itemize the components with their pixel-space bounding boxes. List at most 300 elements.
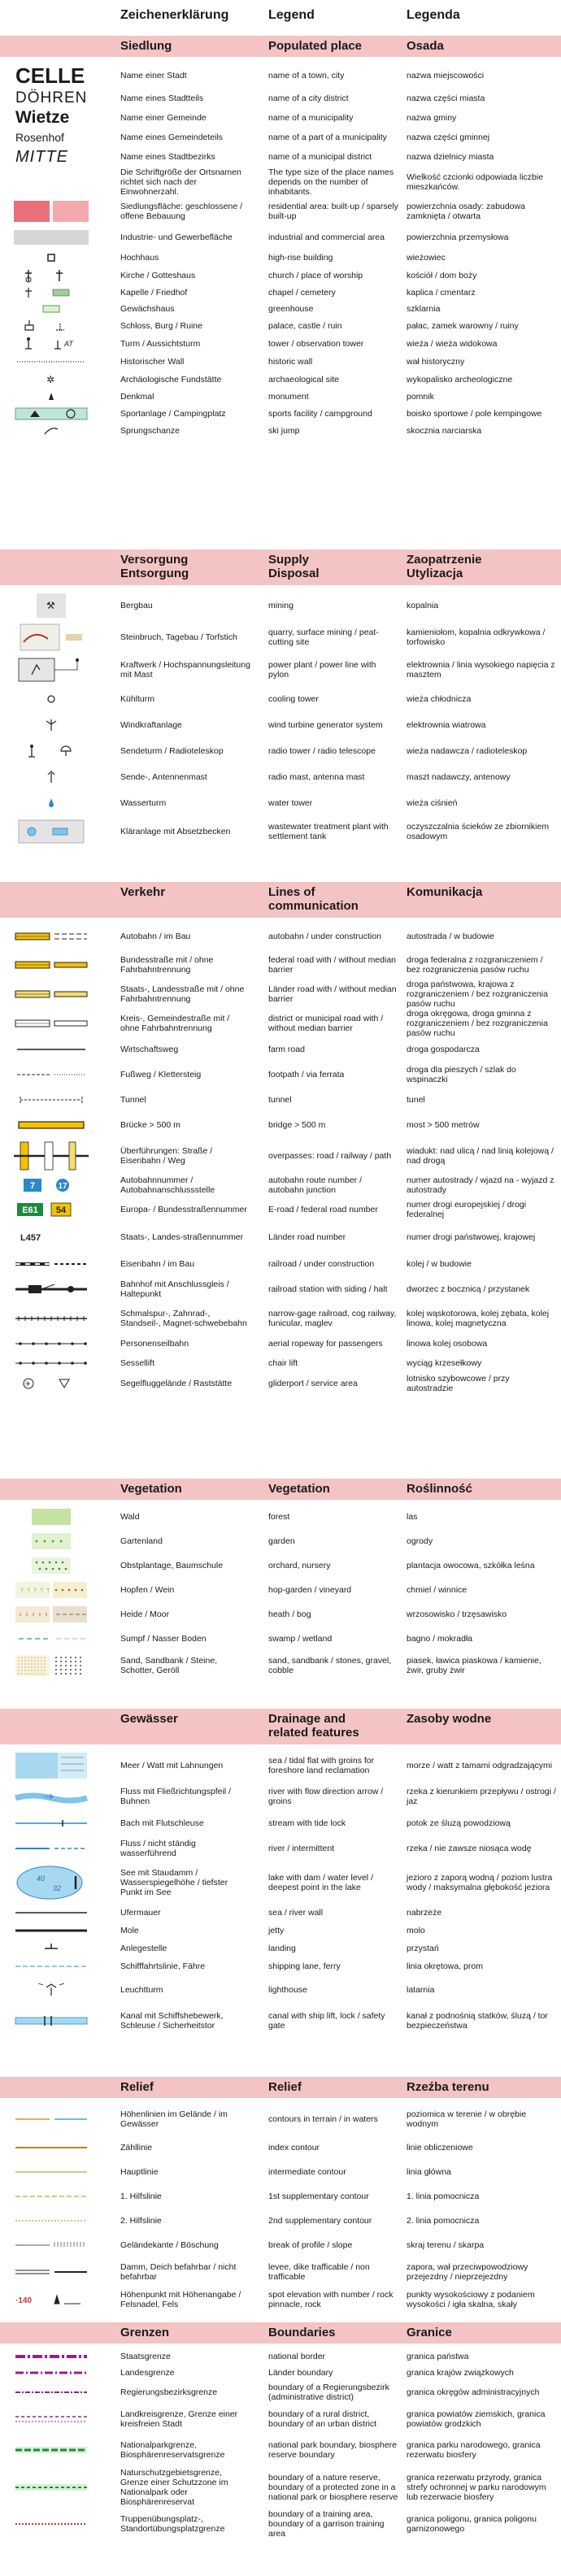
legend-text-pl: elektrownia / linia wysokiego napięcia z masztem bbox=[407, 660, 555, 680]
svg-text:40: 40 bbox=[37, 1874, 46, 1883]
stream-line bbox=[11, 1811, 91, 1835]
legend-row bbox=[0, 249, 561, 267]
legend-text-de: Die Schriftgröße der Ortsnamen richtet sich nach der Einwohnerzahl. bbox=[120, 167, 241, 197]
section-header-siedlung bbox=[0, 36, 561, 57]
legend-row bbox=[0, 1222, 561, 1253]
legend-text-en: boundary of a rural district, boundary of an urban district bbox=[268, 2409, 377, 2429]
legend-text-de: Schifffahrtslinie, Fähre bbox=[120, 1961, 206, 1971]
legend-text-en: industrial and commercial area bbox=[268, 232, 385, 242]
legend-row bbox=[0, 1749, 561, 1782]
legend-text-pl: nazwa części miasta bbox=[407, 93, 485, 103]
legend-text-de: Industrie- und Gewerbefläche bbox=[120, 232, 233, 242]
legend-text-en: break of profile / slope bbox=[268, 2240, 353, 2250]
legend-text-pl: wieża ciśnień bbox=[407, 798, 458, 808]
header-en: Legend bbox=[268, 8, 315, 22]
legend-text-de: Europa- / Bundesstraßennummer bbox=[120, 1205, 247, 1214]
legend-text-en: national park boundary, biosphere reserve boundary bbox=[268, 2440, 397, 2460]
svg-text:✲: ✲ bbox=[46, 374, 55, 385]
legend-row bbox=[0, 1253, 561, 1275]
legend-text-en: name of a town, city bbox=[268, 71, 345, 80]
legend-text-de: Eisenbahn / im Bau bbox=[120, 1259, 195, 1269]
section-title-pl: Zasoby wodne bbox=[407, 1712, 492, 1726]
legend-row bbox=[0, 1197, 561, 1222]
sports-camping-icon bbox=[11, 405, 91, 423]
landing-icon bbox=[11, 1940, 91, 1957]
sea-tidal-flat-swatch bbox=[11, 1749, 91, 1782]
legend-text-en: The type size of the place names depends on the number of inhabitants. bbox=[268, 167, 394, 197]
legend-text-de: Name eines Stadtteils bbox=[120, 93, 204, 103]
railway-station-icon bbox=[11, 1275, 91, 1303]
legend-text-de: Leuchtturm bbox=[120, 1985, 163, 1995]
legend-text-pl: droga dla pieszych / szlak do wspinaczki bbox=[407, 1065, 516, 1084]
svg-text:7: 7 bbox=[29, 1181, 36, 1191]
legend-text-de: Höhenlinien im Gelände / im Gewässer bbox=[120, 2109, 228, 2129]
legend-row bbox=[0, 2209, 561, 2233]
legend-text-de: Staatsgrenze bbox=[120, 2352, 171, 2361]
legend-row bbox=[0, 686, 561, 712]
legend-text-de: See mit Staudamm / Wasserspiegelhöhe / tiefster Punkt im See bbox=[120, 1868, 228, 1897]
legend-text-de: Damm, Deich befahrbar / nicht befahrbar bbox=[120, 2262, 237, 2282]
legend-text-pl: granica poligonu, granica poligonu garnizonowego bbox=[407, 2514, 537, 2534]
legend-row bbox=[0, 1505, 561, 1529]
legend-text-de: Archäologische Fundstätte bbox=[120, 375, 222, 384]
cooling-tower-icon bbox=[11, 686, 91, 712]
legend-text-en: intermediate contour bbox=[268, 2167, 346, 2177]
legend-row bbox=[0, 816, 561, 847]
legend-text-de: Fluss / nicht ständig wasserführend bbox=[120, 1839, 196, 1858]
legend-text-pl: punkty wysokościowy z podaniem wysokości / igła skalna, skały bbox=[407, 2290, 535, 2309]
legend-text-pl: pomnik bbox=[407, 392, 434, 402]
legend-text-pl: pałac, zamek warowny / ruiny bbox=[407, 321, 519, 331]
radio-tower-icon bbox=[11, 738, 91, 764]
legend-text-pl: potok ze śluzą powodziową bbox=[407, 1818, 511, 1828]
legend-text-pl: chmiel / winnice bbox=[407, 1585, 468, 1595]
intermediate-contour-line bbox=[11, 2160, 91, 2184]
legend-row bbox=[0, 1651, 561, 1680]
legend-text-pl: nazwa części gminnej bbox=[407, 132, 490, 142]
legend-text-de: Hopfen / Wein bbox=[120, 1585, 175, 1595]
legend-row bbox=[0, 285, 561, 301]
section-header-vegetation bbox=[0, 1479, 561, 1500]
levee-dike-line bbox=[11, 2257, 91, 2287]
lighthouse-icon bbox=[11, 1975, 91, 2005]
legend-text-en: index contour bbox=[268, 2143, 320, 2152]
national-border-line bbox=[11, 2348, 91, 2365]
legend-text-en: bridge > 500 m bbox=[268, 1120, 326, 1130]
legend-text-pl: lotnisko szybowcowe / przy autostradzie bbox=[407, 1374, 510, 1393]
legend-text-de: Segelfluggelände / Raststätte bbox=[120, 1379, 233, 1388]
water-tower-icon bbox=[11, 790, 91, 816]
legend-text-en: 1st supplementary contour bbox=[268, 2192, 369, 2201]
autobahn-line bbox=[11, 923, 91, 950]
svg-text:✈: ✈ bbox=[25, 1380, 31, 1388]
legend-text-en: footpath / via ferrata bbox=[268, 1070, 345, 1079]
legend-row bbox=[0, 2184, 561, 2209]
legend-row bbox=[0, 764, 561, 790]
archaeological-site-icon bbox=[11, 371, 91, 389]
legend-text-pl: granica okręgów administracyjnych bbox=[407, 2387, 540, 2397]
legend-text-en: greenhouse bbox=[268, 304, 314, 314]
legend-text-pl: boisko sportowe / pole kempingowe bbox=[407, 409, 542, 419]
nature-reserve-boundary-line bbox=[11, 2465, 91, 2509]
legend-text-pl: wyciąg krzesełkowy bbox=[407, 1358, 482, 1368]
legend-text-de: Mole bbox=[120, 1926, 139, 1935]
legend-row bbox=[0, 1373, 561, 1394]
industrial-area-swatch bbox=[11, 226, 91, 249]
supplementary-contour-1-line bbox=[11, 2184, 91, 2209]
svg-text:ᛉ: ᛉ bbox=[40, 1588, 44, 1594]
legend-text-en: mining bbox=[268, 601, 294, 610]
legend-row bbox=[0, 62, 561, 89]
section-title-pl: Granice bbox=[407, 2326, 452, 2339]
empty-symbol bbox=[11, 167, 91, 197]
legend-row bbox=[0, 146, 561, 167]
legend-text-de: Staats-, Landes-straßennummer bbox=[120, 1232, 244, 1242]
legend-text-pl: linia okrętowa, prom bbox=[407, 1961, 483, 1971]
legend-text-de: Naturschutzgebietsgrenze, Grenze einer Schutzzone im Nationalpark oder Biosphärenreservat bbox=[120, 2468, 228, 2507]
state-boundary-line bbox=[11, 2365, 91, 2381]
legend-text-de: Kläranlage mit Absetzbecken bbox=[120, 827, 231, 836]
legend-text-de: Kapelle / Friedhof bbox=[120, 288, 188, 298]
overpass-icon bbox=[11, 1139, 91, 1173]
legend-text-en: railroad / under construction bbox=[268, 1259, 375, 1269]
legend-text-de: Obstplantage, Baumschule bbox=[120, 1561, 224, 1570]
legend-text-pl: zapora, wał przeciwpowodziowy przejezdny / nieprzejezdny bbox=[407, 2262, 528, 2282]
legend-row bbox=[0, 1173, 561, 1197]
legend-row bbox=[0, 1922, 561, 1940]
federal-road-line bbox=[11, 950, 91, 980]
legend-row bbox=[0, 2365, 561, 2381]
legend-text-en: name of a municipality bbox=[268, 113, 354, 123]
legend-row bbox=[0, 980, 561, 1009]
lake-dam-swatch bbox=[11, 1861, 91, 1904]
legend-row bbox=[0, 2287, 561, 2313]
legend-text-de: Denkmal bbox=[120, 392, 154, 402]
legend-text-en: aerial ropeway for passengers bbox=[268, 1339, 383, 1349]
legend-text-pl: nazwa dzielnicy miasta bbox=[407, 152, 494, 162]
legend-text-de: Sprungschanze bbox=[120, 426, 180, 436]
garden-swatch bbox=[11, 1529, 91, 1553]
gliderport-icon bbox=[11, 1373, 91, 1394]
place-name-sample: Rosenhof bbox=[15, 131, 64, 144]
legend-row bbox=[0, 197, 561, 226]
legend-text-pl: poziomica w terenie / w obrębie wodnym bbox=[407, 2109, 527, 2129]
legend-text-en: levee, dike trafficable / non trafficable bbox=[268, 2262, 370, 2282]
legend-text-de: Gewächshaus bbox=[120, 304, 175, 314]
legend-text-de: Meer / Watt mit Lahnungen bbox=[120, 1761, 224, 1770]
section-title-en: Vegetation bbox=[268, 1482, 330, 1496]
legend-row bbox=[0, 1353, 561, 1373]
legend-text-en: lighthouse bbox=[268, 1985, 307, 1995]
legend-text-pl: wieżowiec bbox=[407, 253, 446, 263]
legend-text-pl: skocznia narciarska bbox=[407, 426, 482, 436]
legend-text-en: garden bbox=[268, 1536, 295, 1546]
svg-text:E61: E61 bbox=[22, 1205, 38, 1215]
legend-text-en: radio mast, antenna mast bbox=[268, 772, 365, 782]
orchard-swatch bbox=[11, 1553, 91, 1578]
legend-text-en: power plant / power line with pylon bbox=[268, 660, 376, 680]
legend-text-pl: granica powiatów ziemskich, granica powiatów grodzkich bbox=[407, 2409, 546, 2429]
legend-text-de: Kreis-, Gemeindestraße mit / ohne Fahrbahntrennung bbox=[120, 1014, 230, 1033]
legend-row bbox=[0, 950, 561, 980]
legend-text-de: Historischer Wall bbox=[120, 357, 185, 367]
section-title-pl: Osada bbox=[407, 39, 444, 53]
legend-text-en: overpasses: road / railway / path bbox=[268, 1151, 392, 1161]
legend-text-de: Autobahn / im Bau bbox=[120, 932, 191, 941]
place-name-sample: CELLE bbox=[15, 63, 85, 88]
legend-text-de: Staats-, Landesstraße mit / ohne Fahrbahntrennung bbox=[120, 984, 245, 1004]
ski-jump-icon bbox=[11, 423, 91, 439]
legend-row bbox=[0, 226, 561, 249]
footpath-line bbox=[11, 1061, 91, 1088]
legend-text-de: Regierungsbezirksgrenze bbox=[120, 2387, 218, 2397]
legend-text-en: national border bbox=[268, 2352, 326, 2361]
high-rise-icon bbox=[11, 249, 91, 267]
legend-text-de: Bach mit Flutschleuse bbox=[120, 1818, 204, 1828]
legend-row bbox=[0, 2160, 561, 2184]
legend-text-pl: kanał z podnośnią statków, śluzą / tor bezpieczeństwa bbox=[407, 2011, 548, 2031]
legend-text-en: residential area: built-up / sparsely built-up bbox=[268, 202, 398, 221]
legend-text-en: high-rise building bbox=[268, 253, 333, 263]
legend-row bbox=[0, 2509, 561, 2539]
legend-text-pl: plantacja owocowa, szkółka leśna bbox=[407, 1561, 535, 1570]
sand-stones-swatch bbox=[11, 1651, 91, 1680]
legend-row bbox=[0, 89, 561, 107]
svg-text:ᛉ: ᛉ bbox=[33, 1588, 37, 1594]
legend-text-de: Truppenübungsplatz-, Standortübungsplatzgrenze bbox=[120, 2514, 225, 2534]
legend-row bbox=[0, 301, 561, 317]
legend-text-de: Schmalspur-, Zahnrad-, Standseil-, Magnet-schwebebahn bbox=[120, 1309, 247, 1328]
legend-text-en: cooling tower bbox=[268, 694, 319, 704]
aerial-ropeway-line bbox=[11, 1334, 91, 1353]
legend-text-en: jetty bbox=[268, 1926, 285, 1935]
legend-text-de: Hochhaus bbox=[120, 253, 159, 263]
legend-text-de: Siedlungsfläche: geschlossene / offene Bebauung bbox=[120, 202, 243, 221]
legend-text-en: E-road / federal road number bbox=[268, 1205, 378, 1214]
section-header-versorgung bbox=[0, 550, 561, 585]
legend-text-pl: granica rezerwatu przyrody, granica strefy ochronnej w parku narodowym lub rezerwacie biosfery bbox=[407, 2473, 546, 2502]
legend-row bbox=[0, 2135, 561, 2160]
svg-text:ᛉ: ᛉ bbox=[46, 1588, 50, 1594]
legend-text-de: Geländekante / Böschung bbox=[120, 2240, 219, 2250]
legend-text-pl: elektrownia wiatrowa bbox=[407, 720, 486, 730]
road-number-badge bbox=[11, 1197, 91, 1222]
section-title-en: Lines of communication bbox=[268, 885, 359, 913]
legend-text-en: hop-garden / vineyard bbox=[268, 1585, 352, 1595]
legend-text-en: sand, sandbank / stones, gravel, cobble bbox=[268, 1656, 392, 1675]
legend-text-de: Höhenpunkt mit Höhenangabe / Felsnadel, Fels bbox=[120, 2290, 241, 2309]
slope-edge-line bbox=[11, 2233, 91, 2257]
section-title-pl: Roślinność bbox=[407, 1482, 472, 1496]
legend-text-en: sports facility / campground bbox=[268, 409, 372, 419]
section-title-de: Vegetation bbox=[120, 1482, 182, 1496]
legend-text-en: chair lift bbox=[268, 1358, 298, 1368]
legend-text-en: palace, castle / ruin bbox=[268, 321, 342, 331]
legend-text-pl: nazwa gminy bbox=[407, 113, 457, 123]
section-title-pl: Zaopatrzenie Utylizacja bbox=[407, 553, 482, 580]
legend-text-en: archaeological site bbox=[268, 375, 339, 384]
chair-lift-line bbox=[11, 1353, 91, 1373]
legend-row bbox=[0, 2404, 561, 2435]
legend-row bbox=[0, 790, 561, 816]
legend-text-de: Schloss, Burg / Ruine bbox=[120, 321, 202, 331]
legend-text-de: Kirche / Gotteshaus bbox=[120, 271, 196, 280]
legend-text-de: Name einer Gemeinde bbox=[120, 113, 207, 123]
legend-text-de: Kraftwerk / Hochspannungsleitung mit Mast bbox=[120, 660, 250, 680]
legend-text-en: forest bbox=[268, 1512, 290, 1522]
legend-text-en: stream with tide lock bbox=[268, 1818, 346, 1828]
legend-text-en: boundary of a nature reserve, boundary of a protected zone in a national park or biosphere reserve bbox=[268, 2473, 398, 2502]
legend-text-en: Länder boundary bbox=[268, 2368, 333, 2378]
legend-text-en: tunnel bbox=[268, 1095, 292, 1105]
legend-text-pl: dworzec z bocznicą / przystanek bbox=[407, 1284, 530, 1294]
hop-vineyard-swatch bbox=[11, 1578, 91, 1602]
legend-text-de: Ufermauer bbox=[120, 1908, 161, 1918]
legend-text-en: spot elevation with number / rock pinnacle, rock bbox=[268, 2290, 394, 2309]
legend-text-pl: powierzchnia przemysłowa bbox=[407, 232, 509, 242]
section-title-de: Siedlung bbox=[120, 39, 172, 53]
legend-row bbox=[0, 621, 561, 654]
legend-text-pl: 1. linia pomocnicza bbox=[407, 2192, 480, 2201]
legend-text-pl: ogrody bbox=[407, 1536, 433, 1546]
legend-text-pl: droga państwowa, krajowa z rozgraniczeniem / bez rozgraniczenia pasów ruchu bbox=[407, 980, 548, 1009]
legend-row bbox=[0, 1602, 561, 1627]
svg-text:ᛉ: ᛉ bbox=[20, 1588, 24, 1594]
legend-text-pl: rzeka / nie zawsze niosąca wodę bbox=[407, 1844, 532, 1853]
legend-row bbox=[0, 1139, 561, 1173]
legend-row bbox=[0, 423, 561, 439]
legend-text-de: 1. Hilfslinie bbox=[120, 2192, 162, 2201]
legend-text-en: farm road bbox=[268, 1045, 305, 1054]
legend-row bbox=[0, 1303, 561, 1334]
legend-text-de: Bundesstraße mit / ohne Fahrbahntrennung bbox=[120, 955, 214, 975]
svg-text:17: 17 bbox=[58, 1182, 67, 1191]
legend-row bbox=[0, 1957, 561, 1975]
svg-text:AT: AT bbox=[64, 340, 73, 348]
section-title-pl: Komunikacja bbox=[407, 885, 483, 899]
intermittent-river-line bbox=[11, 1835, 91, 1861]
legend-text-pl: tunel bbox=[407, 1095, 425, 1105]
legend-row bbox=[0, 335, 561, 353]
section-title-de: Gewässer bbox=[120, 1712, 178, 1726]
legend-text-en: railroad station with siding / halt bbox=[268, 1284, 388, 1294]
canal-lock-icon bbox=[11, 2005, 91, 2037]
legend-text-en: ski jump bbox=[268, 426, 300, 436]
legend-text-pl: rzeka z kierunkiem przepływu / ostrogi / jaz bbox=[407, 1787, 556, 1806]
legend-row bbox=[0, 2465, 561, 2509]
national-park-boundary-line bbox=[11, 2435, 91, 2465]
header-de: Zeichenerklärung bbox=[120, 8, 229, 22]
river-wall-line bbox=[11, 1904, 91, 1922]
legend-text-pl: autostrada / w budowie bbox=[407, 932, 494, 941]
legend-text-de: Brücke > 500 m bbox=[120, 1120, 180, 1130]
legend-text-pl: most > 500 metrów bbox=[407, 1120, 480, 1130]
rural-district-boundary-line bbox=[11, 2404, 91, 2435]
legend-row bbox=[0, 1334, 561, 1353]
svg-text:L457: L457 bbox=[20, 1233, 41, 1243]
legend-row bbox=[0, 128, 561, 146]
place-name-sample: Wietze bbox=[15, 108, 70, 127]
legend-row bbox=[0, 405, 561, 423]
legend-row bbox=[0, 1578, 561, 1602]
legend-text-pl: linowa kolej osobowa bbox=[407, 1339, 488, 1349]
legend-text-pl: latarnia bbox=[407, 1985, 435, 1995]
legend-row bbox=[0, 167, 561, 197]
place-name-sample: MITTE bbox=[15, 148, 68, 166]
legend-text-de: Kühlturm bbox=[120, 694, 155, 704]
legend-row bbox=[0, 2257, 561, 2287]
legend-text-pl: linie obliczeniowe bbox=[407, 2143, 473, 2152]
legend-text-en: river with flow direction arrow / groins bbox=[268, 1787, 384, 1806]
legend-row bbox=[0, 267, 561, 285]
wastewater-plant-icon bbox=[11, 816, 91, 847]
legend-text-de: Personenseilbahn bbox=[120, 1339, 189, 1349]
section-title-en: Supply Disposal bbox=[268, 553, 320, 580]
section-title-en: Relief bbox=[268, 2080, 302, 2094]
legend-row bbox=[0, 1088, 561, 1111]
legend-text-pl: 2. linia pomocnicza bbox=[407, 2216, 480, 2226]
legend-text-en: contours in terrain / in waters bbox=[268, 2114, 378, 2124]
legend-text-pl: numer drogi europejskiej / drogi federalnej bbox=[407, 1200, 527, 1219]
legend-text-en: Länder road with / without median barrier bbox=[268, 984, 397, 1004]
legend-text-en: sea / river wall bbox=[268, 1908, 324, 1918]
greenhouse-icon bbox=[11, 301, 91, 317]
legend-row bbox=[0, 2381, 561, 2404]
legend-row bbox=[0, 1940, 561, 1957]
header-pl: Legenda bbox=[407, 8, 460, 22]
legend-text-de: Wirtschaftsweg bbox=[120, 1045, 179, 1054]
district-road-line bbox=[11, 1009, 91, 1038]
legend-text-en: quarry, surface mining / peat-cutting site bbox=[268, 628, 379, 647]
legend-text-en: narrow-gage railroad, cog railway, funicular, maglev bbox=[268, 1309, 397, 1328]
legend-text-pl: nazwa miejscowości bbox=[407, 71, 485, 80]
legend-text-en: shipping lane, ferry bbox=[268, 1961, 341, 1971]
legend-row bbox=[0, 2103, 561, 2135]
legend-text-de: Bergbau bbox=[120, 601, 153, 610]
legend-row bbox=[0, 1553, 561, 1578]
legend-text-pl: powierzchnia osady: zabudowa zamknięta / otwarta bbox=[407, 202, 525, 221]
legend-text-en: chapel / cemetery bbox=[268, 288, 336, 298]
legend-text-en: lake with dam / water level / deepest point in the lake bbox=[268, 1873, 373, 1892]
legend-text-pl: granica państwa bbox=[407, 2352, 469, 2361]
legend-row bbox=[0, 1111, 561, 1139]
legend-row bbox=[0, 1627, 561, 1651]
legend-text-pl: kolej wąskotorowa, kolej zębata, kolej linowa, kolej magnetyczna bbox=[407, 1309, 550, 1328]
historic-wall-line bbox=[11, 353, 91, 371]
section-title-en: Boundaries bbox=[268, 2326, 336, 2339]
legend-text-pl: wieża / wieża widokowa bbox=[407, 339, 498, 349]
training-area-boundary-line bbox=[11, 2509, 91, 2539]
legend-text-de: Autobahnnummer / Autobahnanschlussstelle bbox=[120, 1175, 215, 1195]
legend-row bbox=[0, 1061, 561, 1088]
legend-text-en: church / place of worship bbox=[268, 271, 363, 280]
legend-text-de: Bahnhof mit Anschlussgleis / Haltepunkt bbox=[120, 1279, 229, 1299]
autobahn-number-badge bbox=[11, 1173, 91, 1197]
legend-text-en: monument bbox=[268, 392, 309, 402]
legend-text-en: sea / tidal flat with groins for foreshore land reclamation bbox=[268, 1756, 375, 1775]
section-title-de: Grenzen bbox=[120, 2326, 170, 2339]
legend-text-en: wind turbine generator system bbox=[268, 720, 383, 730]
section-title-en: Populated place bbox=[268, 39, 363, 53]
legend-text-pl: droga federalna z rozgraniczeniem / bez rozgraniczenia pasów ruchu bbox=[407, 955, 543, 975]
place-name-sample: DÖHREN bbox=[15, 89, 88, 106]
svg-text:54: 54 bbox=[55, 1205, 67, 1215]
legend-text-en: wastewater treatment plant with settlement tank bbox=[268, 822, 389, 841]
legend-row bbox=[0, 2233, 561, 2257]
legend-text-pl: wał historyczny bbox=[407, 357, 465, 367]
legend-text-pl: granica parku narodowego, granica rezerwatu biosfery bbox=[407, 2440, 541, 2460]
legend-row bbox=[0, 1782, 561, 1811]
